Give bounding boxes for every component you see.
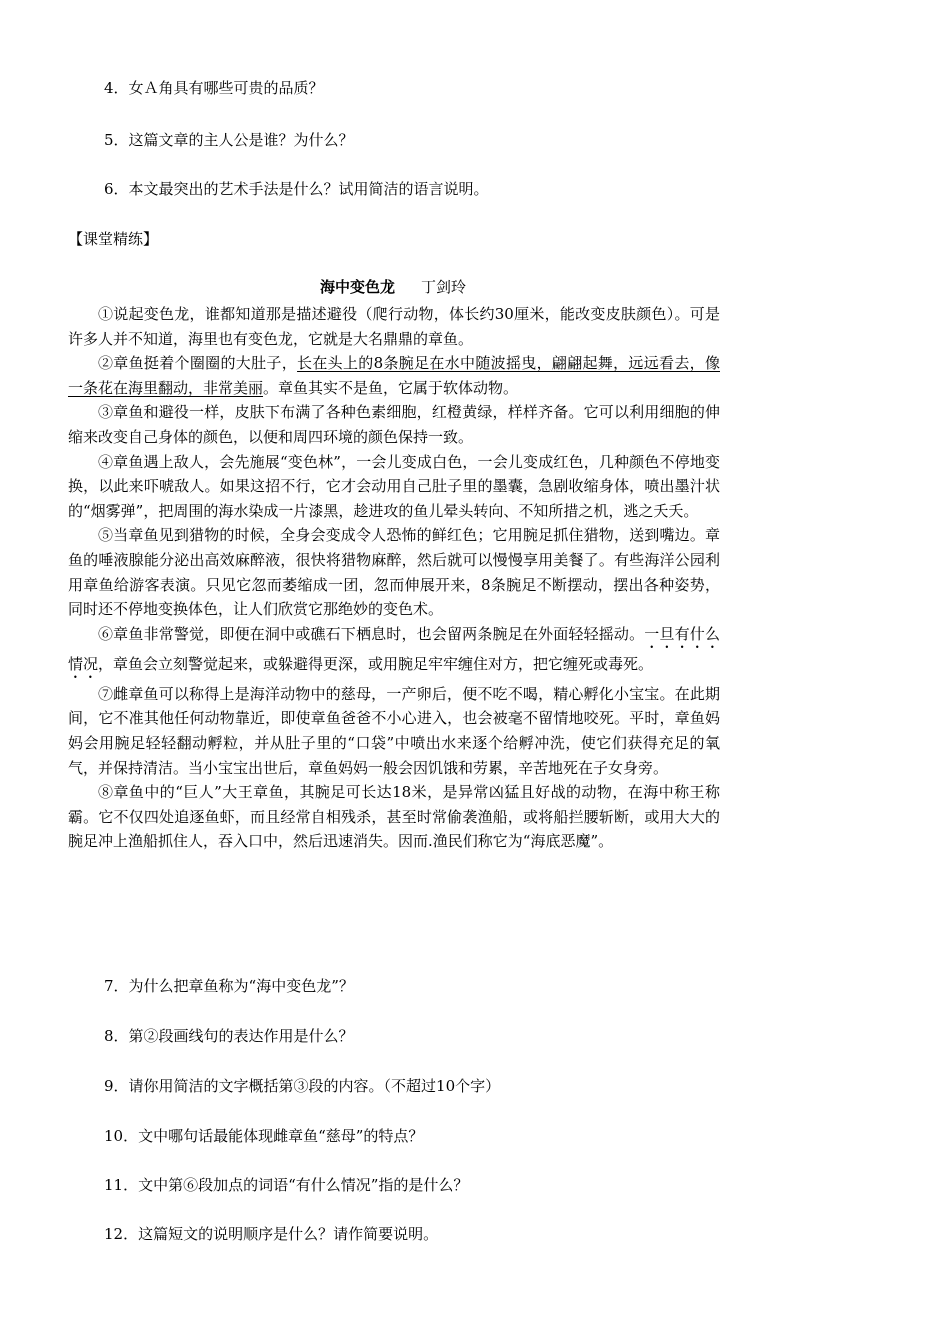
paragraph-2-tail: 。章鱼其实不是鱼，它属于软体动物。 <box>263 378 519 397</box>
paragraph-2 <box>68 351 720 400</box>
paragraph-6-tail: ，章鱼会立刻警觉起来，或躲避得更深，或用腕足牢牢缠住对方，把它缠死或毒死。 <box>98 654 654 673</box>
question-5: 5．这篇文章的主人公是谁？为什么？ <box>104 131 354 149</box>
question-12: 12．这篇短文的说明顺序是什么？请作简要说明。 <box>104 1225 439 1243</box>
paragraph-7: ⑦雌章鱼可以称得上是海洋动物中的慈母，一产卵后，便不吃不喝，精心孵化小宝宝。在此期间，它不准其他任何动物靠近，即使章鱼爸爸不小心进入，也会被毫不留情地咬死。平时，章鱼妈妈会用腕足轻轻翻动孵粒，并从肚子里的“口袋”中喷出水来逐个给孵冲洗，使它们获得充足的氧气，并保持清洁。当小宝宝出世后，章鱼妈妈一般会因饥饿和劳累，辛苦地死在子女身旁。 <box>68 684 720 777</box>
paragraph-2-lead: ②章鱼挺着个圈圈的大肚子， <box>98 354 298 373</box>
paragraph-6-lead: ⑥章鱼非常警觉，即便在洞中或礁石下栖息时，也会留两条腕足在外面轻轻摇动。 <box>98 624 645 643</box>
paragraph-1: ①说起变色龙，谁都知道那是描述避役（爬行动物，体长约30厘米，能改变皮肤颜色）。可是许多人并不知道，海里也有变色龙，它就是大名鼎鼎的章鱼。 <box>68 305 720 348</box>
question-7: 7．为什么把章鱼称为“海中变色龙”？ <box>104 977 354 995</box>
paragraph-6 <box>68 622 720 682</box>
question-9: 9．请你用简洁的文字概括第③段的内容。（不超过10个字） <box>104 1077 501 1095</box>
question-11: 11．文中第⑥段加点的词语“有什么情况”指的是什么？ <box>104 1176 469 1194</box>
section-heading: 【课堂精练】 <box>68 230 159 248</box>
passage-body <box>68 302 720 854</box>
passage-title: 海中变色龙 <box>320 278 396 296</box>
paragraph-4: ④章鱼遇上敌人，会先施展“变色林”，一会儿变成白色，一会儿变成红色，几种颜色不停地变换，以此来吓唬敌人。如果这招不行，它才会动用自己肚子里的墨囊，急剧收缩身体，喷出墨汁状的“烟雾弹”，把周围的海水染成一片漆黑，趁进攻的鱼儿晕头转向、不知所措之机，逃之夭夭。 <box>68 452 720 520</box>
question-10: 10．文中哪句话最能体现雌章鱼“慈母”的特点？ <box>104 1127 424 1145</box>
underlined-sentence: 长在头上的8条腕足在水中随波摇曳，翩翩起舞，远远看去，像一条花在海里翻动，非常美丽 <box>68 354 720 397</box>
dotted-phrase: 一旦有什么情况 <box>68 624 720 673</box>
question-8: 8．第②段画线句的表达作用是什么？ <box>104 1027 354 1045</box>
paragraph-5: ⑤当章鱼见到猎物的时候，全身会变成令人恐怖的鲜红色；它用腕足抓住猎物，送到嘴边。章鱼的唾液腺能分泌出高效麻醉液，很快将猎物麻醉，然后就可以慢慢享用美餐了。有些海洋公园利用章鱼给游客表演。只见它忽而萎缩成一团，忽而伸展开来，8条腕足不断摆动，摆出各种姿势，同时还不停地变换体色，让人们欣赏它那绝妙的变色术。 <box>68 526 720 619</box>
paragraph-3: ③章鱼和避役一样，皮肤下布满了各种色素细胞，红橙黄绿，样样齐备。它可以利用细胞的伸缩来改变自己身体的颜色，以便和周四环境的颜色保持一致。 <box>68 403 720 446</box>
question-6: 6．本文最突出的艺术手法是什么？试用简洁的语言说明。 <box>104 180 489 198</box>
question-4: 4．女Ａ角具有哪些可贵的品质？ <box>104 79 324 97</box>
passage-title-row <box>320 276 466 297</box>
paragraph-8: ⑧章鱼中的“巨人”大王章鱼，其腕足可长达18米，是异常凶猛且好战的动物，在海中称王称霸。它不仅四处追逐鱼虾，而且经常自相残杀，甚至时常偷袭渔船，或将船拦腰斩断，或用大大的腕足冲上渔船抓住人，吞入口中，然后迅速消失。因而.渔民们称它为“海底恶魔”。 <box>68 783 720 851</box>
passage-author: 丁剑玲 <box>421 278 467 296</box>
